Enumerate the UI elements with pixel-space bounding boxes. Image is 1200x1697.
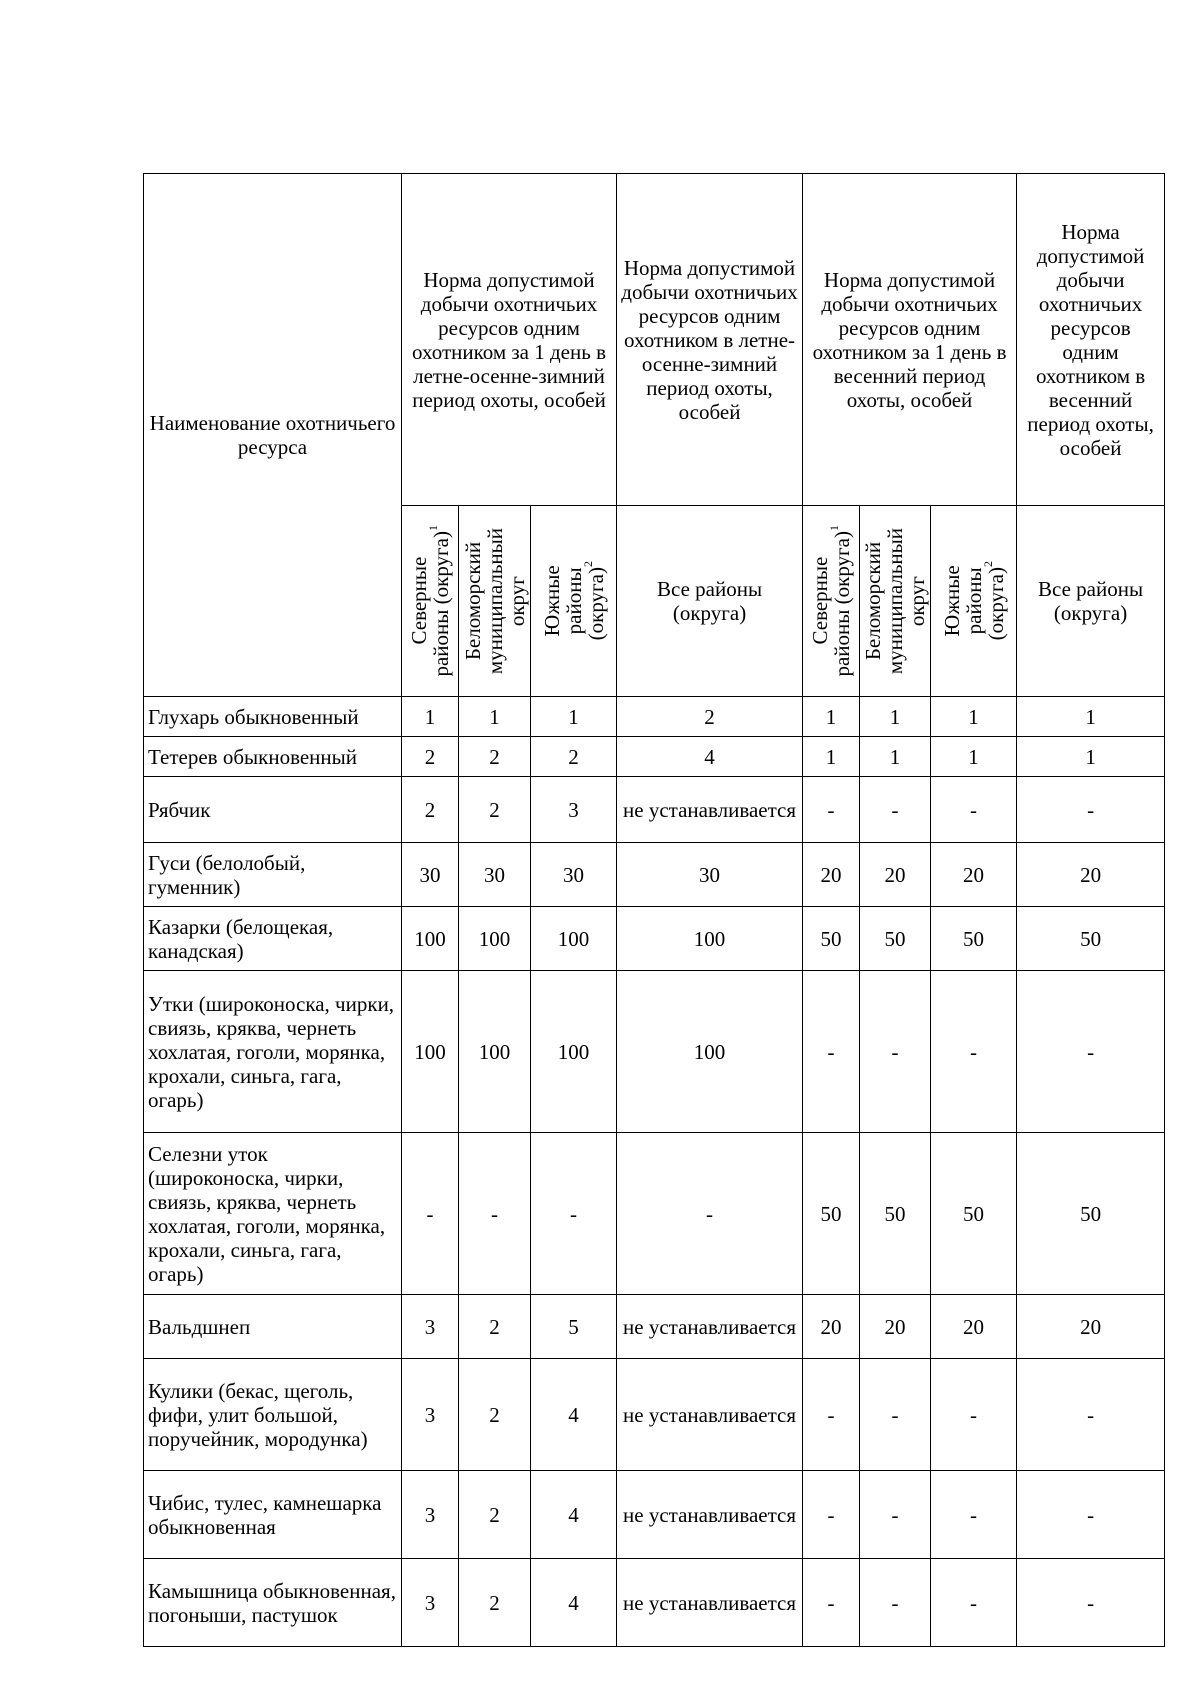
cell-value: 100 (402, 907, 459, 971)
cell-value: - (931, 777, 1017, 843)
cell-value: 100 (617, 907, 803, 971)
cell-value: 100 (402, 971, 459, 1133)
cell-value: 2 (459, 1295, 531, 1359)
table-row (144, 1359, 1165, 1471)
cell-value: - (531, 1133, 617, 1295)
resource-name: Вальдшнеп (144, 1295, 402, 1359)
cell-value: 2 (459, 1359, 531, 1471)
cell-value: не устанавливается (617, 1359, 803, 1471)
cell-value: - (931, 1559, 1017, 1647)
cell-value: 50 (860, 1133, 931, 1295)
table-row (144, 697, 1165, 737)
cell-value: - (931, 1359, 1017, 1471)
header-resource-name: Наименование охотничьего ресурса (144, 174, 402, 697)
cell-value: 100 (459, 971, 531, 1133)
cell-value: 2 (459, 777, 531, 843)
cell-value: 3 (402, 1559, 459, 1647)
cell-value: 1 (803, 697, 860, 737)
table-row (144, 843, 1165, 907)
cell-value: 2 (617, 697, 803, 737)
subheader-south: Южные районы (округа)$^2$ (531, 506, 617, 697)
cell-value: 30 (617, 843, 803, 907)
table-row (144, 1133, 1165, 1295)
cell-value: - (803, 1359, 860, 1471)
resource-name: Чибис, тулес, камнешарка обыкновенная (144, 1471, 402, 1559)
cell-value: 5 (531, 1295, 617, 1359)
cell-value: - (860, 1359, 931, 1471)
subheader-north-spring: Северные районы (округа)$^1$ (803, 506, 860, 697)
subheader-belomorsky-spring: Беломорский муниципальный округ (860, 506, 931, 697)
table-row (144, 777, 1165, 843)
cell-value: 1 (803, 737, 860, 777)
cell-value: 3 (402, 1359, 459, 1471)
cell-value: - (803, 971, 860, 1133)
subheader-north: Северные районы (округа)$^1$ (402, 506, 459, 697)
cell-value: 3 (531, 777, 617, 843)
cell-value: 100 (531, 971, 617, 1133)
table-row (144, 737, 1165, 777)
table-row (144, 907, 1165, 971)
cell-value: 20 (1017, 843, 1165, 907)
cell-value: 20 (803, 1295, 860, 1359)
cell-value: 4 (531, 1471, 617, 1559)
cell-value: 20 (931, 843, 1017, 907)
hunting-quota-table (143, 173, 1165, 1647)
resource-name: Рябчик (144, 777, 402, 843)
cell-value: 2 (459, 1559, 531, 1647)
header-row-1 (144, 174, 1165, 506)
resource-name: Утки (широконоска, чирки, свиязь, кряква, чернеть хохлатая, гоголи, морянка, крохали, синьга, гага, огарь) (144, 971, 402, 1133)
cell-value: - (860, 971, 931, 1133)
cell-value: 1 (931, 697, 1017, 737)
resource-name: Камышница обыкновенная, погоныши, пастушок (144, 1559, 402, 1647)
cell-value: - (803, 1559, 860, 1647)
cell-value: - (1017, 1471, 1165, 1559)
resource-name: Кулики (бекас, щеголь, фифи, улит большой, поручейник, мородунка) (144, 1359, 402, 1471)
cell-value: - (860, 1559, 931, 1647)
cell-value: 50 (803, 1133, 860, 1295)
cell-value: 4 (617, 737, 803, 777)
cell-value: - (931, 1471, 1017, 1559)
cell-value: - (860, 1471, 931, 1559)
cell-value: 50 (860, 907, 931, 971)
cell-value: 2 (531, 737, 617, 777)
cell-value: 1 (860, 697, 931, 737)
resource-name: Гуси (белолобый, гуменник) (144, 843, 402, 907)
cell-value: 1 (860, 737, 931, 777)
cell-value: 1 (459, 697, 531, 737)
table-row (144, 1559, 1165, 1647)
cell-value: - (1017, 1559, 1165, 1647)
cell-value: 20 (860, 1295, 931, 1359)
table-row (144, 1295, 1165, 1359)
cell-value: - (402, 1133, 459, 1295)
cell-value: 4 (531, 1359, 617, 1471)
cell-value: не устанавливается (617, 1559, 803, 1647)
cell-value: 20 (931, 1295, 1017, 1359)
cell-value: - (459, 1133, 531, 1295)
header-summer-season: Норма допустимой добычи охотничьих ресурсов одним охотником в летне-осенне-зимний период охоты, особей (617, 174, 803, 506)
cell-value: 3 (402, 1471, 459, 1559)
cell-value: - (1017, 971, 1165, 1133)
subheader-all-districts: Все районы (округа) (617, 506, 803, 697)
cell-value: 50 (1017, 907, 1165, 971)
cell-value: 1 (1017, 737, 1165, 777)
cell-value: 100 (531, 907, 617, 971)
cell-value: 2 (402, 737, 459, 777)
cell-value: 30 (402, 843, 459, 907)
table-row (144, 971, 1165, 1133)
cell-value: 20 (1017, 1295, 1165, 1359)
resource-name: Тетерев обыкновенный (144, 737, 402, 777)
subheader-all-districts-spring: Все районы (округа) (1017, 506, 1165, 697)
header-spring-season: Норма допустимой добычи охотничьих ресурсов одним охотником в весенний период охоты, особей (1017, 174, 1165, 506)
cell-value: - (1017, 777, 1165, 843)
cell-value: 1 (531, 697, 617, 737)
cell-value: - (803, 1471, 860, 1559)
header-summer-daily: Норма допустимой добычи охотничьих ресурсов одним охотником за 1 день в летне-осенне-зимний период охоты, особей (402, 174, 617, 506)
cell-value: 2 (402, 777, 459, 843)
cell-value: 30 (531, 843, 617, 907)
resource-name: Казарки (белощекая, канадская) (144, 907, 402, 971)
subheader-belomorsky: Беломорский муниципальный округ (459, 506, 531, 697)
cell-value: 50 (803, 907, 860, 971)
cell-value: 50 (1017, 1133, 1165, 1295)
subheader-south-spring: Южные районы (округа)$^2$ (931, 506, 1017, 697)
cell-value: 1 (1017, 697, 1165, 737)
cell-value: - (1017, 1359, 1165, 1471)
cell-value: 20 (803, 843, 860, 907)
cell-value: 30 (459, 843, 531, 907)
cell-value: не устанавливается (617, 1471, 803, 1559)
cell-value: 20 (860, 843, 931, 907)
cell-value: 100 (459, 907, 531, 971)
cell-value: 50 (931, 907, 1017, 971)
cell-value: 1 (931, 737, 1017, 777)
cell-value: не устанавливается (617, 777, 803, 843)
cell-value: 2 (459, 1471, 531, 1559)
cell-value: 4 (531, 1559, 617, 1647)
cell-value: - (931, 971, 1017, 1133)
cell-value: 2 (459, 737, 531, 777)
cell-value: - (860, 777, 931, 843)
cell-value: 3 (402, 1295, 459, 1359)
resource-name: Селезни уток (широконоска, чирки, свиязь, кряква, чернеть хохлатая, гоголи, морянка, крохали, синьга, гага, огарь) (144, 1133, 402, 1295)
cell-value: 1 (402, 697, 459, 737)
cell-value: не устанавливается (617, 1295, 803, 1359)
cell-value: - (617, 1133, 803, 1295)
resource-name: Глухарь обыкновенный (144, 697, 402, 737)
table-row (144, 1471, 1165, 1559)
cell-value: 50 (931, 1133, 1017, 1295)
cell-value: 100 (617, 971, 803, 1133)
header-spring-daily: Норма допустимой добычи охотничьих ресурсов одним охотником за 1 день в весенний период охоты, особей (803, 174, 1017, 506)
cell-value: - (803, 777, 860, 843)
